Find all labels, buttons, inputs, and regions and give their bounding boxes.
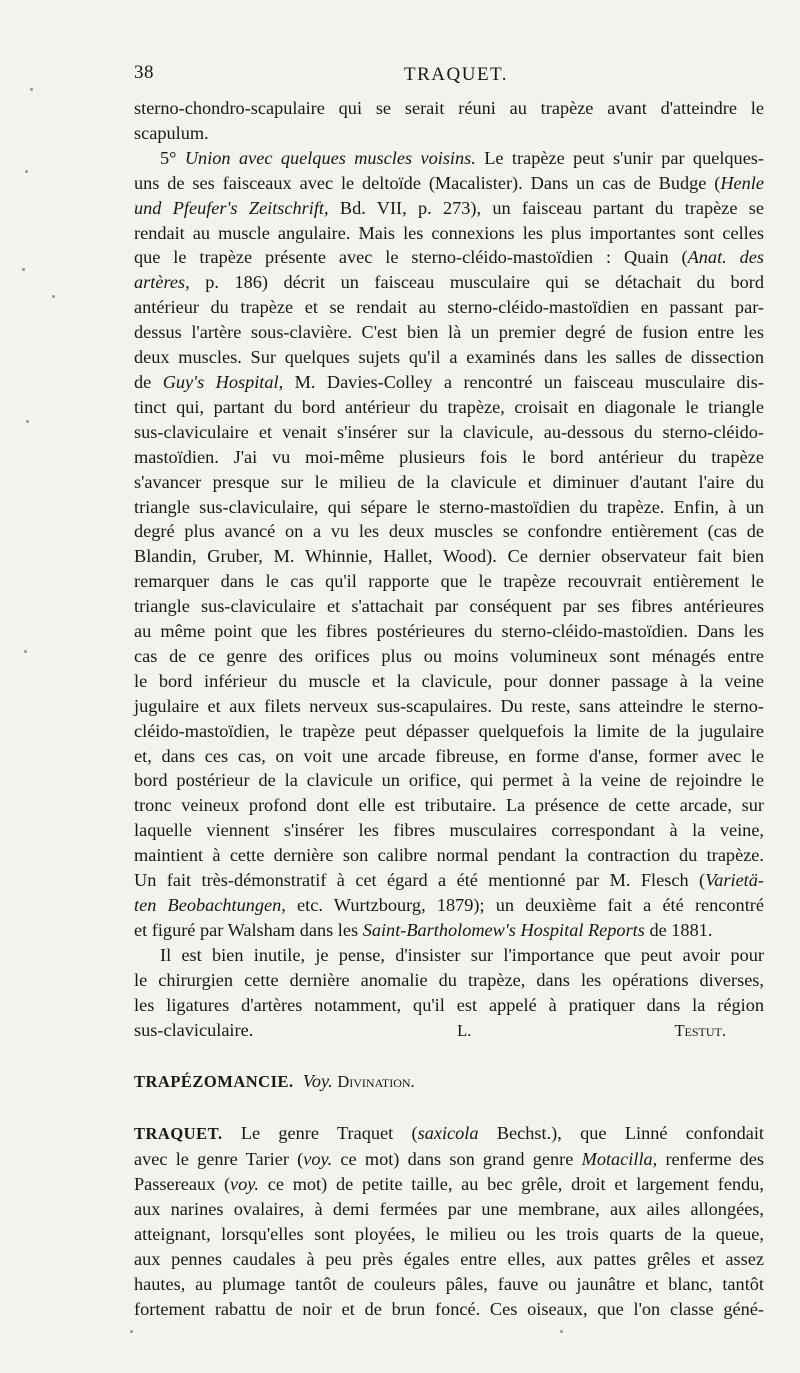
text-line: tronc veineux profond dont elle est tributaire. La présence de cette arcade, sur [134, 795, 764, 816]
entry-trapezomancie [134, 1069, 764, 1095]
text-line: cas de ce genre des orifices plus ou moins volumineux sont ménagés entre [134, 645, 764, 666]
see-reference-label: voy. [303, 1149, 333, 1170]
text-line: deux muscles. Sur quelques sujets qu'il a examinés dans les salles de dissection [134, 347, 764, 368]
text-run: Le genre Traquet ( [240, 1123, 418, 1144]
text-run: renferme des [665, 1149, 765, 1170]
text-line [134, 868, 764, 893]
text-run: sus-claviculaire. [134, 1019, 254, 1040]
text-line: sterno-chondro-scapulaire qui se serait réuni au trapèze avant d'atteindre le [134, 98, 764, 118]
see-reference-label: Voy. [302, 1071, 333, 1092]
text-line: scapulum. [134, 122, 209, 143]
text-line: s'avancer presque sur le milieu de la clavicule et diminuer d'autant l'aire du [134, 471, 764, 492]
text-line [134, 370, 764, 395]
text-line [134, 196, 764, 221]
see-reference-label: voy. [230, 1174, 259, 1195]
text-line: au même point que les fibres postérieures du sterno-cléido-mastoïdien. Dans les [134, 621, 764, 642]
taxon-name: saxicola [417, 1123, 479, 1144]
section-title: Union avec quelques muscles voisins. [184, 147, 476, 168]
section-heading-line [134, 146, 764, 171]
cross-reference: Divination. [337, 1072, 415, 1092]
print-speck [22, 268, 25, 271]
text-line: aux pennes caudales à peu près égales entre elles, aux pattes grêles et assez [134, 1248, 764, 1269]
text-line [134, 893, 764, 918]
text-line [134, 918, 764, 943]
text-run: uns de ses faisceaux avec le deltoïde (Macalister). Dans un cas de Budge ( [134, 172, 721, 193]
text-line: degré plus avancé on a vu les deux muscles se confondre entièrement (cas de [134, 521, 764, 542]
text-line: laquelle viennent s'insérer les fibres musculaires correspondant à la veine, [134, 820, 764, 841]
entry-traquet [134, 1121, 764, 1321]
print-speck [130, 1330, 133, 1333]
text-line: cléido-mastoïdien, le trapèze peut dépasser quelquefois la limite de la jugulaire [134, 720, 764, 741]
page-header [134, 56, 764, 86]
text-run: et figuré par Walsham dans les [134, 919, 359, 940]
running-title: TRAQUET. [404, 64, 508, 85]
text-line: hautes, au plumage tantôt de couleurs pâles, fauve ou jaunâtre et blanc, tantôt [134, 1273, 764, 1294]
author-signature: L. Testut. [457, 1020, 726, 1040]
text-run: Un fait très-démonstratif à cet égard a été mentionné par M. Flesch ( [134, 870, 706, 891]
text-run: Passereaux ( [134, 1174, 231, 1195]
text-line: atteignant, lorsqu'elles sont ployées, le milieu ou les trois quarts de la queue, [134, 1223, 764, 1244]
print-speck [24, 650, 27, 653]
citation: Guy's Hospital, [162, 371, 284, 392]
text-line: les ligatures d'artères notamment, qu'il est appelé à pratiquer dans la région [134, 994, 764, 1015]
text-line: aux narines ovalaires, à demi fermées par une membrane, aux ailes allongées, [134, 1199, 764, 1220]
page-number: 38 [134, 62, 154, 83]
text-line [134, 1018, 764, 1044]
print-speck [30, 88, 33, 91]
citation: Anat. des [687, 247, 764, 268]
text-line: rendait au muscle angulaire. Mais les connexions les plus importantes sont celles [134, 222, 764, 243]
print-speck [25, 170, 28, 173]
section-number: 5° [160, 147, 177, 168]
text-line: triangle sus-claviculaire et s'attachait par conséquent par ses fibres antérieures [134, 596, 764, 617]
text-run: que le trapèze présente avec le sterno-cléido-mastoïdien : Quain ( [134, 247, 688, 268]
text-line: le bord inférieur du muscle et la clavicule, pour donner passage à la veine [134, 670, 764, 691]
text-run: de 1881. [649, 919, 713, 940]
text-line: remarquer dans le cas qu'il rapporte que le trapèze recouvrait entièrement le [134, 571, 764, 592]
text-line [134, 1172, 764, 1197]
citation: Henle [720, 172, 764, 193]
text-line [134, 1147, 764, 1172]
text-line: fortement rabattu de noir et de brun foncé. Ces oiseaux, que l'on classe géné- [134, 1298, 764, 1319]
text-run: ce mot) de petite taille, au bec grêle, droit et largement fendu, [267, 1174, 764, 1195]
text-line: et, dans ces cas, on voit une arcade fibreuse, en forme d'anse, former avec le [134, 745, 764, 766]
text-line [134, 270, 764, 295]
text-line: antérieur du trapèze et se rendait au sterno-cléido-mastoïdien en passant par- [134, 297, 764, 318]
text-line: bord postérieur de la clavicule un orifice, qui permet à la veine de rejoindre le [134, 770, 764, 791]
text-line: Il est bien inutile, je pense, d'insister sur l'importance que peut avoir pour [160, 944, 764, 965]
citation: Varietä- [705, 870, 764, 891]
text-run: de [134, 371, 152, 392]
print-speck [26, 420, 29, 423]
text-line: maintient à cette dernière son calibre normal pendant la contraction du trapèze. [134, 845, 764, 866]
text-run: Bechst.), que Linné confondait [496, 1123, 764, 1144]
entry-headword: TRAPÉZOMANCIE. [134, 1072, 294, 1092]
text-line: mastoïdien. J'ai vu moi-même plusieurs fois le bord antérieur du trapèze [134, 446, 764, 467]
text-run: Bd. VII, p. 273), un faisceau partant du trapèze se [339, 197, 764, 218]
entry-headword: TRAQUET. [134, 1124, 223, 1144]
citation: Saint-Bartholomew's Hospital Reports [362, 919, 645, 940]
text-run: ce mot) dans son grand genre [340, 1149, 574, 1170]
text-line: le chirurgien cette dernière anomalie du trapèze, dans les opérations diverses, [134, 969, 764, 990]
text-line: Blandin, Gruber, M. Whinnie, Hallet, Wood). Ce dernier observateur fait bien [134, 546, 764, 567]
page-body [134, 96, 764, 1322]
text-line: sus-claviculaire et venait s'insérer sur la clavicule, au-dessous du sterno-cléido- [134, 421, 764, 442]
text-line: jugulaire et aux filets nerveux sus-scapulaires. Du reste, sans atteindre le sterno- [134, 695, 764, 716]
text-line: triangle sus-claviculaire, qui sépare le sterno-mastoïdien du trapèze. Enfin, à un [134, 496, 764, 517]
text-line: dessus l'artère sous-clavière. C'est bien là un premier degré de fusion entre les [134, 322, 764, 343]
print-speck [52, 295, 55, 298]
text-run: Le trapèze peut s'unir par quelques- [484, 147, 765, 168]
print-speck [560, 1330, 563, 1333]
text-run: etc. Wurtzbourg, 1879); un deuxième fait a été rencontré [297, 895, 764, 915]
text-line [134, 245, 764, 270]
citation: artères, [134, 272, 190, 293]
text-line [134, 171, 764, 196]
text-line [134, 1121, 764, 1147]
text-line: tinct qui, partant du bord antérieur du trapèze, croisait en diagonale le triangle [134, 396, 764, 417]
text-run: M. Davies-Colley a rencontré un faisceau musculaire dis- [294, 371, 764, 392]
trapeze-article [134, 96, 764, 1043]
text-run: p. 186) décrit un faisceau musculaire qui se détachait du bord [205, 272, 764, 293]
citation: und Pfeufer's Zeitschrift, [134, 197, 329, 218]
taxon-name: Motacilla, [581, 1149, 658, 1170]
text-run: avec le genre Tarier ( [134, 1149, 304, 1170]
citation: ten Beobachtungen, [134, 895, 286, 915]
